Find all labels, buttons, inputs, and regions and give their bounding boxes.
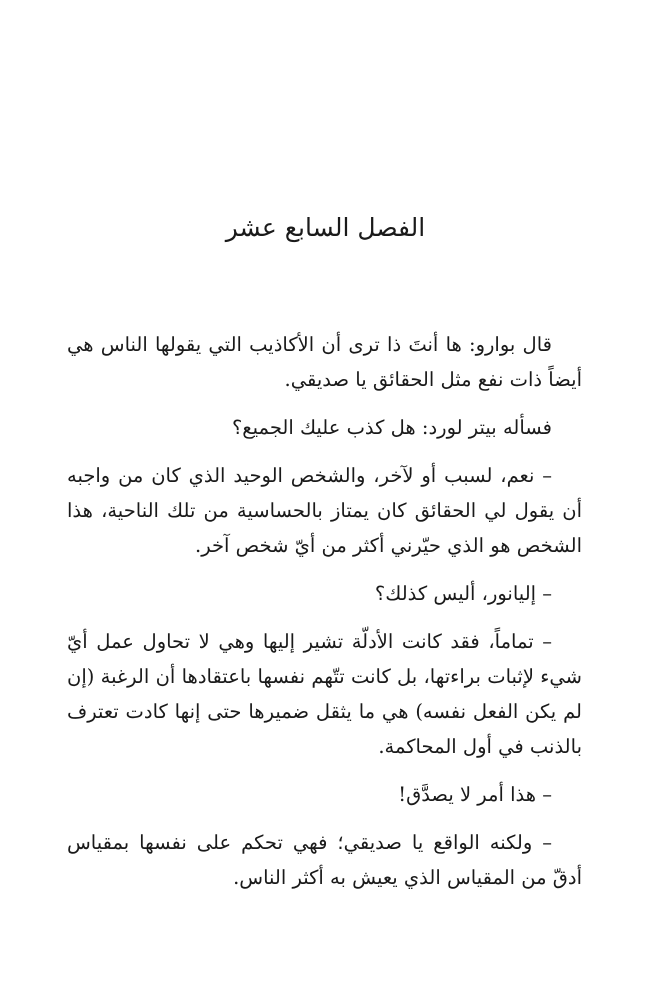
chapter-body xyxy=(67,327,582,908)
chapter-title: الفصل السابع عشر xyxy=(225,213,426,242)
paragraph-6: – هذا أمر لا يصدَّق! xyxy=(398,783,552,806)
paragraph-4: – إليانور، أليس كذلك؟ xyxy=(374,582,552,605)
paragraph-3: – نعم، لسبب أو لآخر، والشخص الوحيد الذي كان من واجبه أن يقول لي الحقائق كان يمتاز بالحساسية من تلك الناحية، هذا الشخص هو الذي حيّرني أكثر من أيّ شخص آخر. xyxy=(67,464,582,557)
paragraph-1: قال بوارو: ها أنتَ ذا ترى أن الأكاذيب التي يقولها الناس هي أيضاً ذات نفع مثل الحقائق يا صديقي. xyxy=(67,333,582,391)
paragraph-7: – ولكنه الواقع يا صديقي؛ فهي تحكم على نفسها بمقياس أدقّ من المقياس الذي يعيش به أكثر الناس. xyxy=(67,831,582,889)
paragraph-5: – تماماً، فقد كانت الأدلّة تشير إليها وهي لا تحاول عمل أيّ شيء لإثبات براءتها، بل كانت تتّهم نفسها باعتقادها أن الرغبة (إن لم يكن الفعل نفسه) هي ما يثقل ضميرها حتى إنها كادت تعترف بالذنب في أول المحاكمة. xyxy=(67,630,582,758)
paragraph-2: فسأله بيتر لورد: هل كذب عليك الجميع؟ xyxy=(231,416,552,439)
